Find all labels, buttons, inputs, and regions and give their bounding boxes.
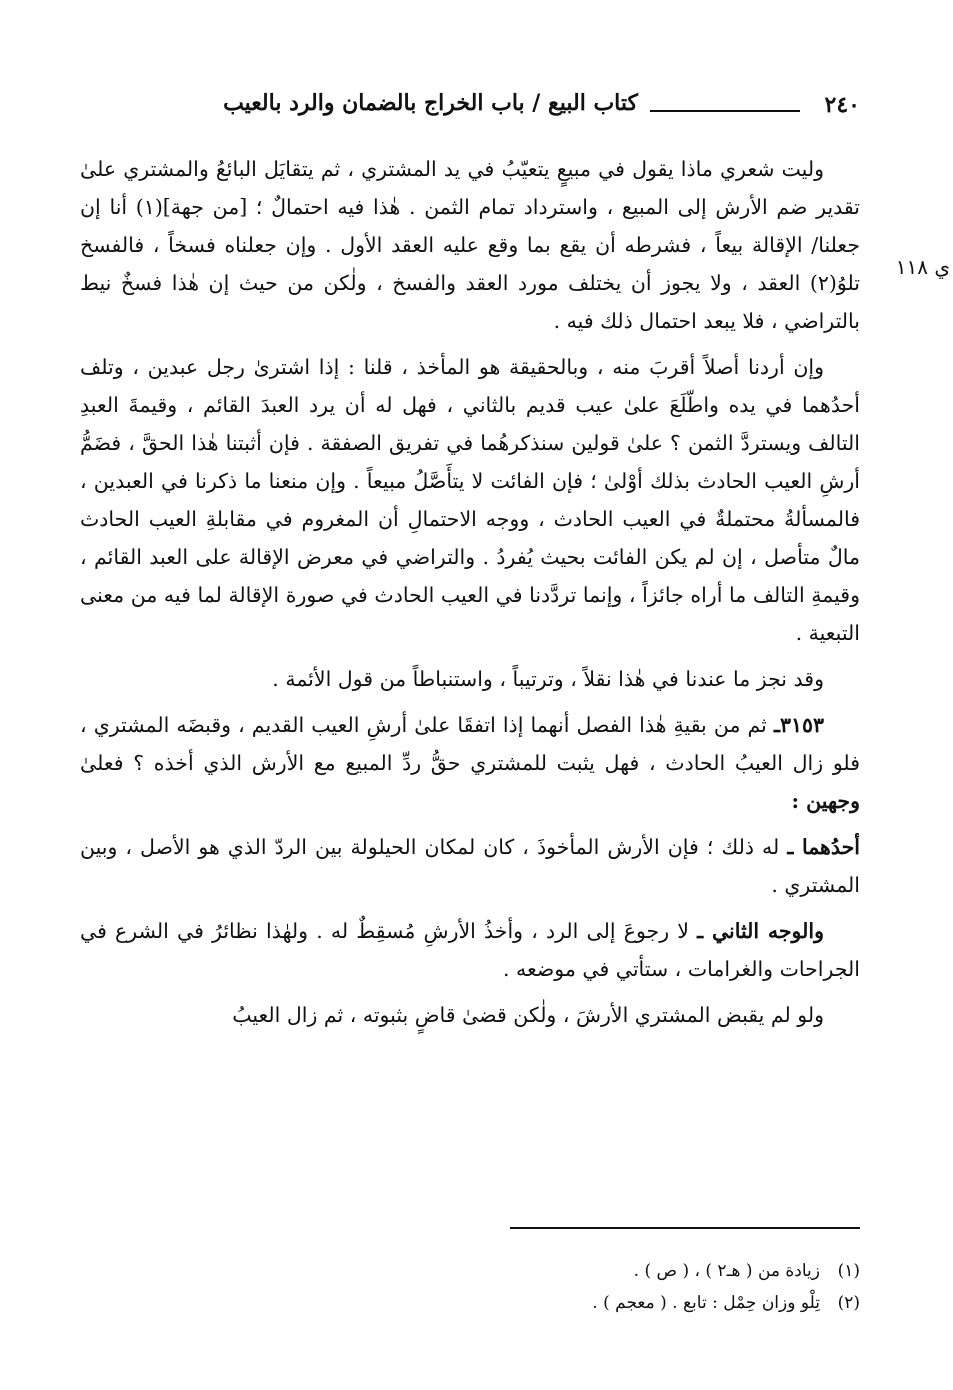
header-rule	[650, 110, 800, 112]
footnote-2: (٢)تِلْو وزان حِمْل : تابع . ( معجم ) .	[592, 1293, 860, 1313]
paragraph-5: أحدُهما ـ له ذلك ؛ فإن الأرش المأخوذَ ، كان لمكان الحيلولة بين الردّ الذي هو الأصل ، وبين المشتري .	[80, 835, 860, 897]
footnotes	[80, 1255, 860, 1319]
paragraph-3: وقد نجز ما عندنا في هٰذا نقلاً ، وترتيباً ، واستنباطاً من قول الأئمة .	[272, 667, 824, 691]
paragraph-4: ٣١٥٣ـ ثم من بقيةِ هٰذا الفصل أنهما إذا اتفقَا علىٰ أرشِ العيب القديم ، وقبضَه المشتري ، فلو زال العيبُ الحادث ، فهل يثبت للمشتري حقُّ ردِّ المبيع مع الأرش الذي أخذه ؟ فعلىٰ وجهين :	[80, 713, 860, 813]
paragraph-1: وليت شعري ماذا يقول في مبيعٍ يتعيّبُ في يد المشتري ، ثم يتقايَل البائعُ والمشتري علىٰ تقدير ضم الأرش إلى المبيع ، واسترداد تمام الثمن . هٰذا فيه احتمالٌ ؛ [من جهة](١) أنا إن جعلنا/ الإقالة بيعاً ، فشرطه أن يقع بما وقع عليه العقد الأول . وإن جعلناه فسخاً ، فالفسخ تلوُ(٢) العقد ، ولا يجوز أن يختلف مورد العقد والفسخ ، ولٰكن من حيث إن هٰذا فسخٌ نيط بالتراضي ، فلا يبعد احتمال ذلك فيه .	[80, 157, 860, 333]
paragraph-2: وإن أردنا أصلاً أقربَ منه ، وبالحقيقة هو المأخذ ، قلنا : إذا اشترىٰ رجل عبدين ، وتلف أحدُهما في يده واطّلَعَ علىٰ عيب قديم بالثاني ، فهل له أن يرد العبدَ القائم ، وقيمةَ العبدِ التالف ويستردَّ الثمن ؟ علىٰ قولين سنذكرهُما في تفريق الصفقة . فإن أثبتنا هٰذا الحقَّ ، فضَمُّ أرشِ العيب الحادث بذلك أوْلىٰ ؛ فإن الفائت لا يتأَصَّلُ مبيعاً . وإن منعنا ما ذكرنا في العبدين ، فالمسألةُ محتملةٌ في العيب الحادث ، ووجه الاحتمالِ أن المغروم في مقابلةِ العيب الحادث مالٌ متأصل ، إن لم يكن الفائت بحيث يُفردُ . والتراضي في معرض الإقالة على العبد القائم ، وقيمةِ التالف ما أراه جائزاً ، وإنما تردَّدنا في العيب الحادث في صورة الإقالة لما فيه من معنى التبعية .	[80, 355, 860, 645]
option-heading-1: أحدُهما ـ	[787, 835, 860, 859]
footnote-1: (١)زيادة من ( هـ٢ ) ، ( ص ) .	[633, 1261, 860, 1281]
header-title: كتاب البيع / باب الخراج بالضمان والرد بالعيب	[223, 90, 638, 116]
option-heading-2: والوجه الثاني ـ	[697, 919, 824, 943]
margin-reference: ي ١١٨	[895, 255, 950, 279]
paragraph-6: والوجه الثاني ـ لا رجوعَ إلى الرد ، وأخذُ الأرشِ مُسقِطٌ له . ولهٰذا نظائرُ في الشرع في الجراحات والغرامات ، ستأتي في موضعه .	[80, 919, 860, 981]
footnote-separator	[510, 1227, 860, 1229]
section-number: ٣١٥٣ـ	[773, 713, 824, 737]
page-number: ٢٤٠	[824, 92, 860, 118]
main-text	[80, 150, 860, 1042]
paragraph-7: ولو لم يقبض المشتري الأرشَ ، ولٰكن قضىٰ قاضٍ بثبوته ، ثم زال العيبُ	[232, 1003, 824, 1027]
running-header	[80, 86, 860, 126]
